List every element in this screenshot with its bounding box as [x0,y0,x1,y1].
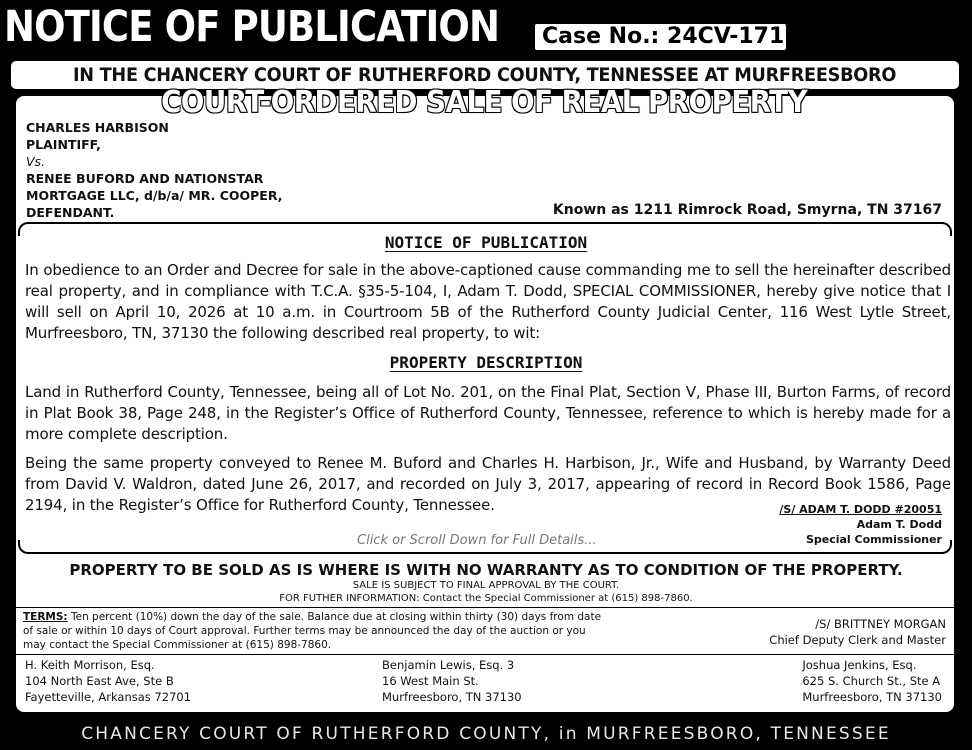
sale-title [124,85,844,120]
attorneys-divider [16,654,956,655]
clerk-signature [769,616,946,648]
attorney-street: 625 S. Church St., Ste A [802,674,941,688]
commissioner-signature-line: /S/ ADAM T. DODD #20051 [779,503,942,516]
attorney-city: Murfreesboro, TN 37130 [802,690,942,704]
attorney-city: Fayetteville, Arkansas 72701 [25,690,192,704]
versus-label: Vs. [26,154,46,169]
attorney-city: Murfreesboro, TN 37130 [382,690,522,704]
plaintiff-name: CHARLES HARBISON [26,120,169,135]
commissioner-title: Special Commissioner [805,533,942,546]
attorney-block [802,657,942,705]
terms-text: Ten percent (10%) down the day of the sale. Balance due at closing within thirty (30) days from date of sale or within 10 days of Court approval. Further terms may be announced the day of the auction or you may contact the Special Commissioner at (615) 898-7860. [23,611,602,651]
footer-banner: CHANCERY COURT OF RUTHERFORD COUNTY, in MURFREESBORO, TENNESSEE [81,724,891,744]
property-address: Known as 1211 Rimrock Road, Smyrna, TN 37167 [552,202,942,218]
property-description-paragraph-2: Being the same property conveyed to Renee M. Buford and Charles H. Harbison, Jr., Wife and Husband, by Warranty Deed from David V. Waldron, dated June 26, 2017, and recorded on July 3, 2017, appearing of record in Record Book 1586, Page 2194, in the Register’s Office for Rutherford County, Tennessee. [25,454,951,514]
notice-body: In obedience to an Order and Decree for sale in the above-captioned cause commanding me to sell the hereinafter described real property, and in compliance with T.C.A. §35-5-104, I, Adam T. Dodd, SPECIAL COMMISSIONER, hereby give notice that I will sell on April 10, 2026 at 10 a.m. in Courtroom 5B of the Rutherford County Judicial Center, 116 West Lytle Street, Murfreesboro, TN, 37130 the following described real property, to wit: [25,261,951,342]
contact-note: FOR FUTHER INFORMATION: Contact the Special Commissioner at (615) 898-7860. [279,593,693,604]
sale-title-text: COURT-ORDERED SALE OF REAL PROPERTY [160,85,808,120]
clerk-signature-line: /S/ BRITTNEY MORGAN [815,617,946,631]
case-parties [26,119,386,221]
property-description-paragraph-1: Land in Rutherford County, Tennessee, being all of Lot No. 201, on the Final Plat, Section V, Phase III, Burton Farms, of record in Plat Book 38, Page 248, in the Register’s Office of Rutherford County, Tennessee, reference to which is hereby made for a more complete description. [25,383,951,443]
notice-heading-text: NOTICE OF PUBLICATION [384,233,588,252]
attorney-block [382,657,522,705]
page-title: NOTICE OF PUBLICATION [4,2,500,52]
plaintiff-role: PLAINTIFF, [26,137,101,152]
attorney-name: H. Keith Morrison, Esq. [25,658,155,672]
defendant-line-1: RENEE BUFORD AND NATIONSTAR [26,171,264,186]
clerk-title: Chief Deputy Clerk and Master [769,633,946,647]
case-number-badge: Case No.: 24CV-1715 [533,22,788,52]
defendant-line-2: MORTGAGE LLC, d/b/a/ MR. COOPER, [26,188,283,203]
defendant-role: DEFENDANT. [26,205,115,220]
notice-heading [0,233,972,252]
terms-label: TERMS: [23,611,68,623]
terms-divider [16,607,956,608]
attorney-street: 16 West Main St. [382,674,479,688]
court-name: IN THE CHANCERY COURT OF RUTHERFORD COUNTY, TENNESSEE AT MURFREESBORO [73,64,897,86]
approval-note: SALE IS SUBJECT TO FINAL APPROVAL BY THE COURT. [352,580,620,591]
as-is-notice: PROPERTY TO BE SOLD AS IS WHERE IS WITH NO WARRANTY AS TO CONDITION OF THE PROPERTY. [69,561,903,579]
attorney-name: Benjamin Lewis, Esq. 3 [382,658,515,672]
scroll-for-details-link[interactable]: Click or Scroll Down for Full Details... [357,533,597,548]
property-description-heading [0,353,972,372]
attorney-block [25,657,191,705]
attorney-name: Joshua Jenkins, Esq. [802,658,917,672]
attorney-street: 104 North East Ave, Ste B [25,674,174,688]
property-description-heading-text: PROPERTY DESCRIPTION [389,353,583,372]
sale-terms [23,610,603,652]
section-divider-bottom [18,540,952,554]
commissioner-name: Adam T. Dodd [856,518,942,531]
